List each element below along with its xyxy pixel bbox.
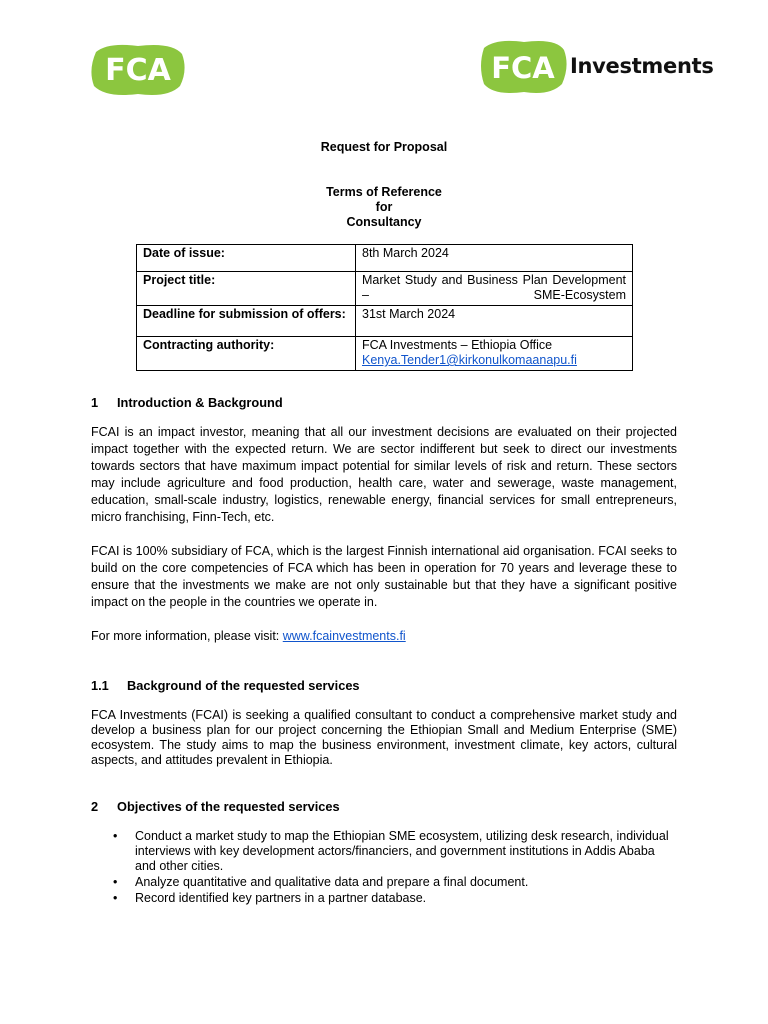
bullet-icon: • xyxy=(113,829,118,843)
section-1-paragraph-2: FCAI is 100% subsidiary of FCA, which is the largest Finnish international aid organisation. FCAI seeks to build on the core competencies of FCA which has been in operation for 70 years and leverage these to ensure that the investments we make are not only sustainable but that they have a significant positive impact on the people in the countries we operate in. xyxy=(91,544,677,609)
fca-investments-logo-text: FCA xyxy=(491,51,555,85)
fca-logo xyxy=(88,40,188,100)
section-1-title: Introduction & Background xyxy=(117,395,283,410)
date-label: Date of issue: xyxy=(137,245,356,272)
table-row xyxy=(137,245,633,272)
fca-investments-logo xyxy=(478,36,714,98)
objective-text: Record identified key partners in a partner database. xyxy=(135,891,427,905)
rfp-title: Request for Proposal xyxy=(320,140,448,154)
objective-text: Analyze quantitative and qualitative data and prepare a final document. xyxy=(135,875,529,889)
website-link[interactable]: www.fcainvestments.fi xyxy=(282,629,406,643)
objective-text: Conduct a market study to map the Ethiopian SME ecosystem, utilizing desk research, individual interviews with key development actors/financiers, and government institutions in Addis Ababa and other cities. xyxy=(135,829,669,873)
table-row xyxy=(137,337,633,371)
section-2-number: 2 xyxy=(91,799,99,814)
objectives-list xyxy=(91,829,677,907)
section-1-heading xyxy=(91,395,283,410)
deadline-value: 31st March 2024 xyxy=(356,306,633,337)
section-1-number: 1 xyxy=(91,395,99,410)
investments-wordmark: Investments xyxy=(570,54,714,78)
section-1-1-heading xyxy=(91,678,360,693)
deadline-label: Deadline for submission of offers: xyxy=(137,306,356,337)
more-info-line xyxy=(91,628,677,645)
section-1-1-paragraph: FCA Investments (FCAI) is seeking a qualified consultant to conduct a comprehensive market study and develop a business plan for our project concerning the Ethiopian Small and Medium Enterprise (SME) ecosystem. The study aims to map the business environment, investment climate, key actors, cultural aspects, and attitudes prevalent in Ethiopia. xyxy=(91,708,677,767)
table-row xyxy=(137,272,633,306)
authority-cell xyxy=(356,337,633,371)
section-1-1-title: Background of the requested services xyxy=(127,678,360,693)
section-2-title: Objectives of the requested services xyxy=(117,799,340,814)
section-2-heading xyxy=(91,799,340,814)
project-label: Project title: xyxy=(137,272,356,306)
section-1-1-number: 1.1 xyxy=(91,678,109,693)
tor-title-line2: for xyxy=(375,200,393,214)
authority-value: FCA Investments – Ethiopia Office xyxy=(362,338,553,352)
rfp-info-table xyxy=(136,244,633,371)
list-item xyxy=(91,875,677,890)
tor-title-line3: Consultancy xyxy=(346,215,422,229)
date-value: 8th March 2024 xyxy=(356,245,633,272)
bullet-icon: • xyxy=(113,891,118,905)
table-row xyxy=(137,306,633,337)
authority-label: Contracting authority: xyxy=(137,337,356,371)
fca-logo-text: FCA xyxy=(105,53,171,88)
tor-title-line1: Terms of Reference xyxy=(326,185,442,199)
bullet-icon: • xyxy=(113,875,118,889)
list-item xyxy=(91,829,677,874)
more-info-prefix: For more information, please visit: xyxy=(91,629,283,643)
authority-email-link[interactable]: Kenya.Tender1@kirkonulkomaanapu.fi xyxy=(362,353,577,367)
list-item xyxy=(91,891,677,906)
project-value: Market Study and Business Plan Development – SME-Ecosystem xyxy=(356,272,633,306)
section-1-paragraph-1: FCAI is an impact investor, meaning that all our investment decisions are evaluated on their projected impact together with the expected return. We are sector indifferent but seek to direct our investments towards sectors that have maximum impact potential for similar levels of risk and return. These sectors may include agriculture and food production, health care, water and sewerage, waste management, education, small-scale industry, logistics, renewable energy, financial services for small entrepreneurs, micro franchising, Finn-Tech, etc. xyxy=(91,425,677,524)
